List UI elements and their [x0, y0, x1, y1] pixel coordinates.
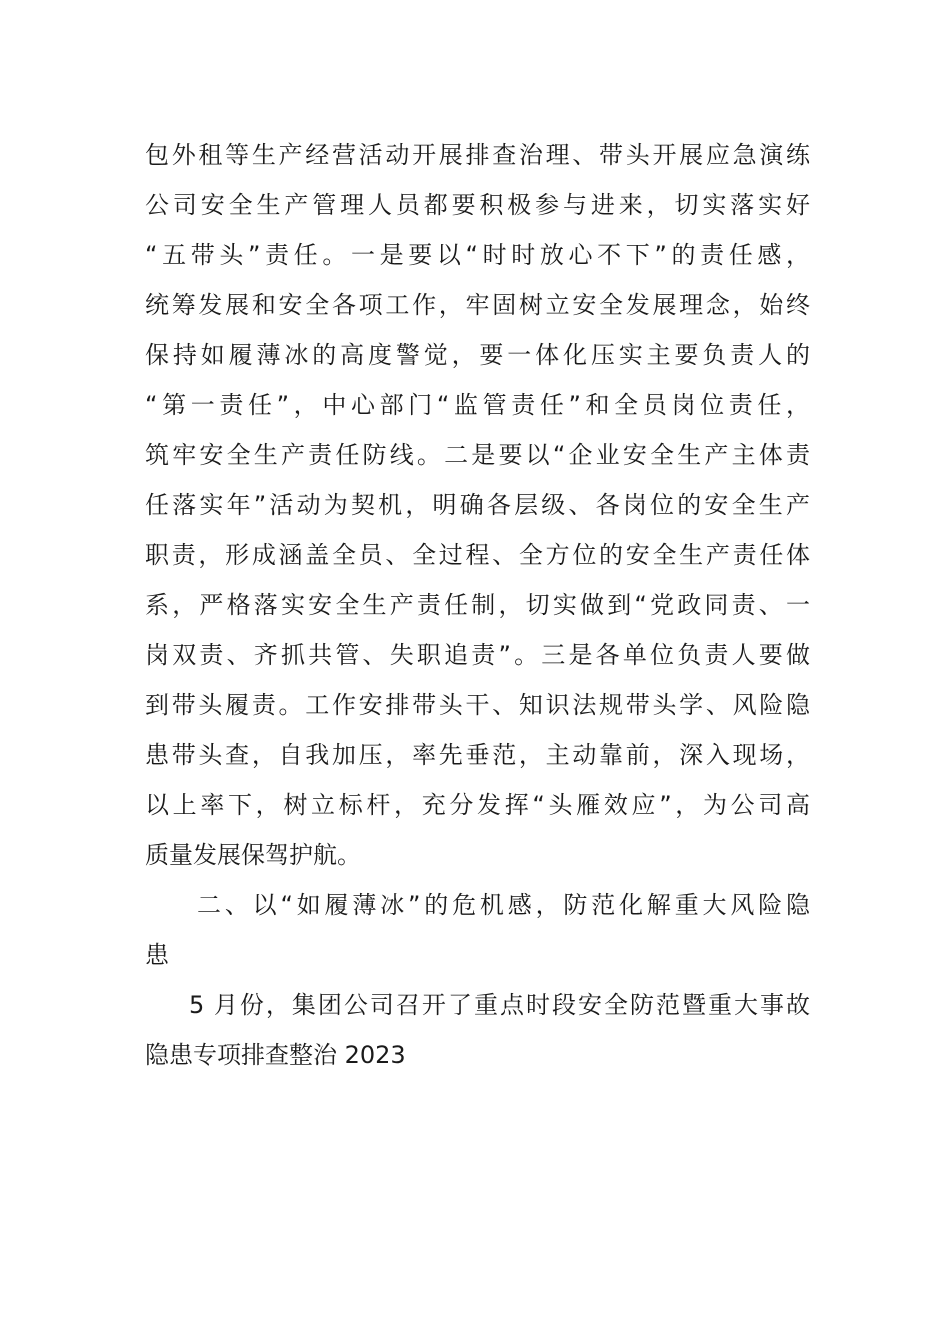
heading-line: 患: [145, 941, 169, 969]
document-body: [145, 130, 810, 1080]
text-line: 以上率下，树立标杆，充分发挥“头雁效应”，为公司高: [145, 791, 810, 819]
text-line: 职责，形成涵盖全员、全过程、全方位的安全生产责任体: [145, 541, 810, 569]
section-heading: [145, 880, 810, 980]
text-line: 岗双责、齐抓共管、失职追责”。三是各单位负责人要做: [145, 641, 810, 669]
text-line: “第一责任”，中心部门“监管责任”和全员岗位责任，: [145, 391, 810, 419]
paragraph-1: [145, 130, 810, 880]
text-line: “五带头”责任。一是要以“时时放心不下”的责任感，: [145, 241, 810, 269]
text-line: 任落实年”活动为契机，明确各层级、各岗位的安全生产: [145, 491, 810, 519]
text-line: 筑牢安全生产责任防线。二是要以“企业安全生产主体责: [145, 441, 810, 469]
text-line: 系，严格落实安全生产责任制，切实做到“党政同责、一: [145, 591, 810, 619]
text-line: 隐患专项排查整治 2023: [145, 1041, 406, 1069]
text-line: 5 月份，集团公司召开了重点时段安全防范暨重大事故: [189, 991, 810, 1019]
paragraph-2: [145, 980, 810, 1080]
text-line: 公司安全生产管理人员都要积极参与进来，切实落实好: [145, 191, 810, 219]
heading-line: 二、以“如履薄冰”的危机感，防范化解重大风险隐: [197, 891, 810, 919]
text-line: 患带头查，自我加压，率先垂范，主动靠前，深入现场，: [145, 741, 810, 769]
text-line: 统筹发展和安全各项工作，牢固树立安全发展理念，始终: [145, 291, 810, 319]
text-line: 保持如履薄冰的高度警觉，要一体化压实主要负责人的: [145, 341, 810, 369]
text-line: 到带头履责。工作安排带头干、知识法规带头学、风险隐: [145, 691, 810, 719]
text-line: 质量发展保驾护航。: [145, 841, 361, 869]
text-line: 包外租等生产经营活动开展排查治理、带头开展应急演练: [145, 141, 810, 169]
